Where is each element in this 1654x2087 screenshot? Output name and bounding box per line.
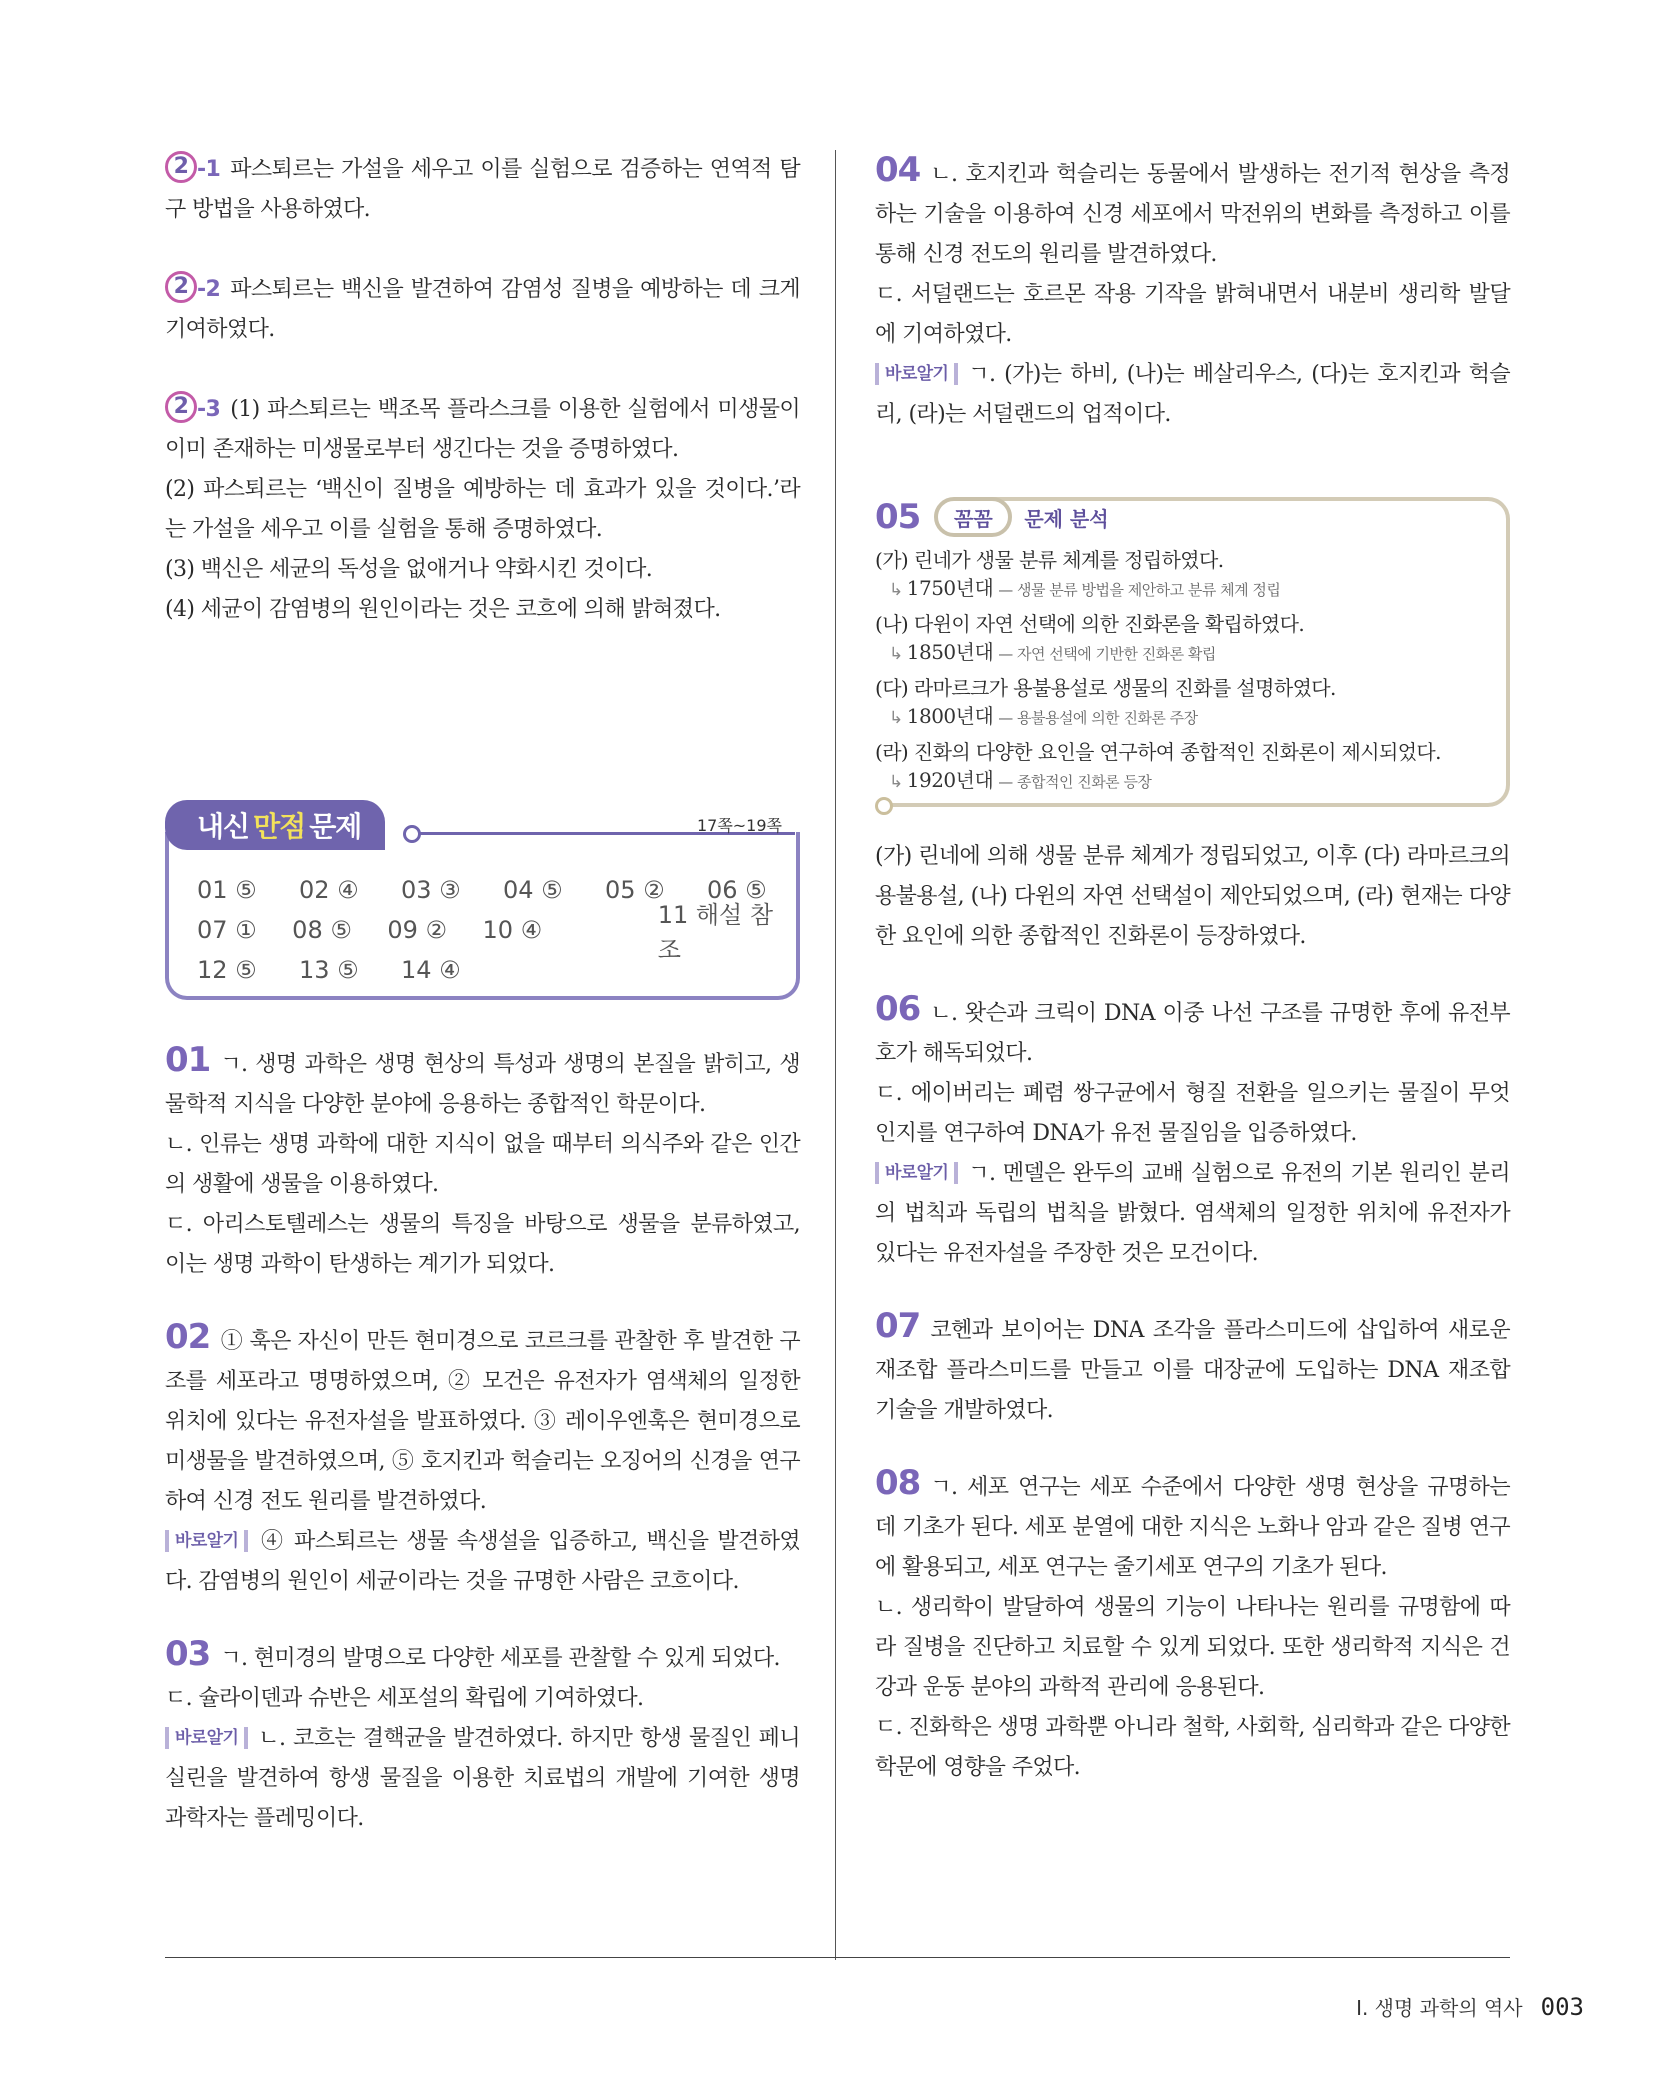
answer-cell: 14 ④ — [401, 956, 461, 984]
circle-number: 2 — [165, 391, 197, 423]
question-number: 03 — [165, 1634, 211, 1674]
dot-icon — [403, 825, 421, 843]
answer-01 — [165, 1040, 800, 1285]
answer-cell: 12 ⑤ — [197, 956, 257, 984]
answer-text: ① 훅은 자신이 만든 현미경으로 코르크를 관찰한 후 발견한 구조를 세포라고 명명하였으며, ② 모건은 유전자가 염색체의 일정한 위치에 있다는 유전자설을 발표하였다. ③ 레이우엔훅은 현미경으로 미생물을 발견하였으며, ⑤ 호지킨과 헉슬리는 오징어의 신경을 연구하여 신경 전도 원리를 발견하였다. — [165, 1329, 800, 1514]
answer-cell: 08 ⑤ — [292, 916, 352, 944]
arrow-icon: ↳ — [889, 580, 903, 600]
note-year: 1750년대 — [906, 576, 994, 600]
arrow-icon: ↳ — [889, 708, 903, 728]
answer-text: ㄴ. 인류는 생명 과학에 대한 지식이 없을 때부터 의식주와 같은 인간의 생활에 생물을 이용하였다. — [165, 1132, 800, 1197]
answer-text: ㄱ. 멘델은 완두의 교배 실험으로 유전의 기본 원리인 분리의 법칙과 독립의 법칙을 밝혔다. 염색체의 일정한 위치에 유전자가 있다는 유전자설을 주장한 것은 모건이다. — [875, 1161, 1510, 1266]
correction-label: 바로알기 — [165, 1530, 248, 1552]
answer-02 — [165, 1317, 800, 1602]
note-text: — 종합적인 진화론 등장 — [998, 773, 1152, 791]
title-part: 문제 — [309, 810, 362, 843]
circle-suffix: -3 — [197, 397, 221, 422]
page-number: 003 — [1540, 1993, 1584, 2021]
answer-text: ㄱ. (가)는 하비, (나)는 베살리우스, (다)는 호지킨과 헉슬리, (라)는 서덜랜드의 업적이다. — [875, 362, 1510, 427]
answer-text: ㄱ. 세포 연구는 세포 수준에서 다양한 생명 현상을 규명하는 데 기초가 된다. 세포 분열에 대한 지식은 노화나 암과 같은 질병 연구에 활용되고, 세포 연구는 줄기세포 연구의 기초가 된다. — [875, 1475, 1510, 1580]
arrow-icon: ↳ — [889, 772, 903, 792]
analysis-note — [889, 703, 1495, 731]
bottom-rule — [165, 1957, 1510, 1958]
note-text: — 용불용설에 의한 진화론 주장 — [998, 709, 1198, 727]
note-text: — 자연 선택에 기반한 진화론 확립 — [998, 645, 1216, 663]
answer-cell: 01 ⑤ — [197, 876, 257, 904]
analysis-label: 문제 분석 — [1024, 506, 1109, 531]
answer-key-box — [165, 800, 800, 1000]
answer-text: ㄴ. 코흐는 결핵균을 발견하였다. 하지만 항생 물질인 페니실린을 발견하여 항생 물질을 이용한 치료법의 개발에 기여한 생명 과학자는 플레밍이다. — [165, 1726, 800, 1831]
answer-cell: 10 ④ — [482, 916, 543, 944]
question-number: 04 — [875, 150, 921, 190]
analysis-list — [875, 545, 1495, 801]
page-range: 17쪽~19쪽 — [696, 816, 782, 835]
answer-text: ㄷ. 서덜랜드는 호르몬 작용 기작을 밝혀내면서 내분비 생리학 발달에 기여하였다. — [875, 282, 1510, 347]
question-number: 05 — [875, 497, 921, 537]
answer-text: ㄱ. 생명 과학은 생명 현상의 특성과 생명의 본질을 밝히고, 생물학적 지식을 다양한 분야에 응용하는 종합적인 학문이다. — [165, 1052, 800, 1117]
answer-key-grid — [197, 870, 787, 990]
analysis-item: (나) 다윈이 자연 선택에 의한 진화론을 확립하였다. — [875, 612, 1305, 636]
correction-label: 바로알기 — [165, 1727, 248, 1749]
answer-key-title — [165, 800, 385, 850]
answer-2-2 — [165, 270, 800, 350]
answer-cell: 03 ③ — [401, 876, 461, 904]
divider — [889, 803, 999, 807]
analysis-note — [889, 575, 1495, 603]
answer-cell: 06 ⑤ — [707, 876, 767, 904]
question-number: 02 — [165, 1317, 211, 1357]
analysis-note — [889, 767, 1495, 795]
analysis-item: (가) 린네가 생물 분류 체계를 정립하였다. — [875, 548, 1224, 572]
answer-text: ㄷ. 아리스토텔레스는 생물의 특징을 바탕으로 생물을 분류하였고, 이는 생명 과학이 탄생하는 계기가 되었다. — [165, 1212, 800, 1277]
answer-05-analysis — [875, 497, 1510, 837]
answer-07 — [875, 1306, 1510, 1431]
answer-text: (가) 린네에 의해 생물 분류 체계가 정립되었고, 이후 (다) 라마르크의 용불용설, (나) 다윈의 자연 선택설이 제안되었으며, (라) 현재는 다양한 요인에 의한 종합적인 진화론이 등장하였다. — [875, 844, 1510, 949]
analysis-badge: 꼼꼼 — [934, 497, 1012, 537]
answer-text: (4) 세균이 감염병의 원인이라는 것은 코흐에 의해 밝혀졌다. — [165, 597, 721, 622]
title-highlight: 만점 — [253, 810, 306, 843]
answer-text: ㄱ. 현미경의 발명으로 다양한 세포를 관찰할 수 있게 되었다. — [220, 1646, 780, 1671]
answer-cell: 11 해설 참조 — [657, 901, 774, 964]
answer-text: (3) 백신은 세균의 독성을 없애거나 약화시킨 것이다. — [165, 557, 653, 582]
answer-text: 파스퇴르는 백신을 발견하여 감염성 질병을 예방하는 데 크게 기여하였다. — [165, 277, 800, 342]
title-part: 내신 — [197, 810, 250, 843]
question-number: 06 — [875, 989, 921, 1029]
left-column — [165, 150, 800, 1839]
section-title: I. 생명 과학의 역사 — [1356, 1996, 1523, 2020]
answer-05 — [875, 837, 1510, 957]
note-year: 1800년대 — [906, 704, 994, 728]
answer-text: ㄴ. 생리학이 발달하여 생물의 기능이 나타나는 원리를 규명함에 따라 질병을 진단하고 치료할 수 있게 되었다. 또한 생리학적 지식은 건강과 운동 분야의 과학적 관리에 응용된다. — [875, 1595, 1510, 1700]
note-text: — 생물 분류 방법을 제안하고 분류 체계 정립 — [998, 581, 1281, 599]
answer-cell: 04 ⑤ — [503, 876, 563, 904]
answer-04 — [875, 150, 1510, 435]
analysis-header — [875, 497, 1109, 537]
answer-text: (1) 파스퇴르는 백조목 플라스크를 이용한 실험에서 미생물이 이미 존재하는 미생물로부터 생긴다는 것을 증명하였다. — [165, 397, 800, 462]
answer-08 — [875, 1463, 1510, 1788]
correction-label: 바로알기 — [875, 1162, 958, 1184]
answer-cell: 02 ④ — [299, 876, 359, 904]
answer-03 — [165, 1634, 800, 1839]
analysis-note — [889, 639, 1495, 667]
answer-text: ㄷ. 슐라이덴과 슈반은 세포설의 확립에 기여하였다. — [165, 1686, 644, 1711]
analysis-item: (라) 진화의 다양한 요인을 연구하여 종합적인 진화론이 제시되었다. — [875, 740, 1441, 764]
note-year: 1920년대 — [906, 768, 994, 792]
answer-text: ㄷ. 에이버리는 폐렴 쌍구균에서 형질 전환을 일으키는 물질이 무엇인지를 연구하여 DNA가 유전 물질임을 입증하였다. — [875, 1081, 1510, 1146]
column-divider — [835, 150, 836, 1960]
right-column — [875, 150, 1510, 1788]
question-number: 08 — [875, 1463, 921, 1503]
arrow-icon: ↳ — [889, 644, 903, 664]
answer-cell: 09 ② — [387, 916, 448, 944]
answer-text: 코헨과 보이어는 DNA 조각을 플라스미드에 삽입하여 새로운 재조합 플라스미드를 만들고 이를 대장균에 도입하는 DNA 재조합 기술을 개발하였다. — [875, 1318, 1510, 1423]
answer-cell: 13 ⑤ — [299, 956, 359, 984]
answer-row — [197, 901, 787, 964]
answer-text: ④ 파스퇴르는 생물 속생설을 입증하고, 백신을 발견하였다. 감염병의 원인이 세균이라는 것을 규명한 사람은 코흐이다. — [165, 1529, 800, 1594]
answer-text: (2) 파스퇴르는 ‘백신이 질병을 예방하는 데 효과가 있을 것이다.’라는 가설을 세우고 이를 실험을 통해 증명하였다. — [165, 477, 800, 542]
circle-suffix: -1 — [197, 157, 221, 182]
circle-suffix: -2 — [197, 277, 221, 302]
circle-number: 2 — [165, 271, 197, 303]
note-year: 1850년대 — [906, 640, 994, 664]
answer-cell: 07 ① — [197, 916, 257, 944]
circle-number: 2 — [165, 151, 197, 183]
answer-text: ㄴ. 왓슨과 크릭이 DNA 이중 나선 구조를 규명한 후에 유전부호가 해독되었다. — [875, 1001, 1510, 1066]
answer-text: ㄴ. 호지킨과 헉슬리는 동물에서 발생하는 전기적 현상을 측정하는 기술을 이용하여 신경 세포에서 막전위의 변화를 측정하고 이를 통해 신경 전도의 원리를 발견하였다. — [875, 162, 1510, 267]
question-number: 01 — [165, 1040, 211, 1080]
answer-text: ㄷ. 진화학은 생명 과학뿐 아니라 철학, 사회학, 심리학과 같은 다양한 학문에 영향을 주었다. — [875, 1715, 1510, 1780]
answer-2-1 — [165, 150, 800, 230]
question-number: 07 — [875, 1306, 921, 1346]
answer-cell: 05 ② — [605, 876, 665, 904]
correction-label: 바로알기 — [875, 363, 958, 385]
answer-text: 파스퇴르는 가설을 세우고 이를 실험으로 검증하는 연역적 탐구 방법을 사용하였다. — [165, 157, 800, 222]
analysis-item: (다) 라마르크가 용불용설로 생물의 진화를 설명하였다. — [875, 676, 1336, 700]
answer-2-3 — [165, 390, 800, 630]
answer-06 — [875, 989, 1510, 1274]
page-footer — [1356, 1992, 1584, 2021]
